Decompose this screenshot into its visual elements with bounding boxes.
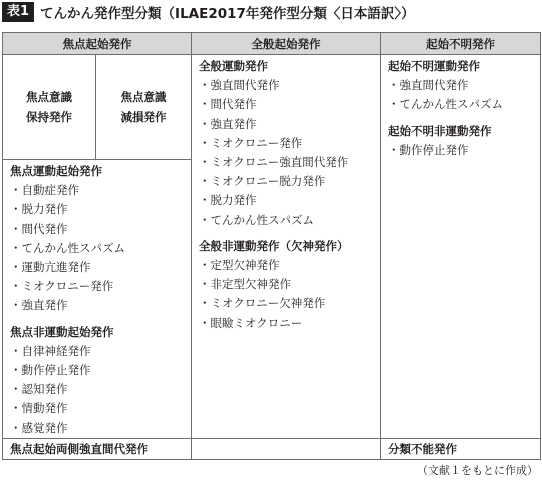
header-focal: 焦点起始発作: [3, 33, 192, 55]
list-item: ・感覚発作: [10, 420, 68, 435]
list-item: ・情動発作: [10, 401, 68, 416]
header-unknown: 起始不明発作: [381, 33, 541, 55]
header-generalized: 全般起始発作: [192, 33, 381, 55]
generalized-nonmotor-head: 全般非運動発作（欠神発作）: [199, 238, 349, 253]
source-note: （文献１をもとに作成）: [417, 464, 538, 477]
unknown-motor-head: 起始不明運動発作: [388, 59, 480, 73]
list-item: ・てんかん性スパズム: [10, 240, 125, 255]
list-item: ・強直発作: [10, 298, 68, 313]
focal-motor-list: [3, 181, 191, 315]
table-number-badge: 表1: [2, 2, 34, 22]
focal-impaired-line2: 減損発作: [120, 110, 167, 124]
focal-impaired-line1: 焦点意識: [120, 90, 167, 104]
list-item: ・てんかん性スパズム: [199, 212, 314, 227]
list-item: ・運動亢進発作: [10, 260, 91, 275]
generalized-motor-list: [192, 76, 380, 230]
list-item: ・ミオクロニー強直間代発作: [199, 155, 349, 170]
list-item: ・強直発作: [199, 116, 257, 131]
seizure-classification-table: [2, 32, 541, 460]
list-item: ・ミオクロニー発作: [10, 279, 114, 294]
focal-impaired-cell: [96, 55, 192, 160]
generalized-motor-head: 全般運動発作: [199, 59, 268, 73]
list-item: ・ミオクロニー発作: [199, 135, 303, 150]
generalized-footer-empty: [192, 438, 381, 459]
list-item: ・ミオクロニー欠神発作: [199, 296, 326, 311]
list-item: ・自律神経発作: [10, 343, 91, 358]
focal-footer: 焦点起始両側強直間代発作: [3, 438, 192, 459]
body-row-top: [3, 55, 541, 160]
unknown-cell: [381, 55, 541, 439]
focal-nonmotor-list: [3, 342, 191, 438]
list-item: ・強直間代発作: [199, 78, 280, 93]
list-item: ・動作停止発作: [388, 142, 469, 157]
focal-aware-line1: 焦点意識: [26, 90, 72, 104]
focal-motor-cell: [3, 160, 192, 439]
header-row: [3, 33, 541, 55]
list-item: ・認知発作: [10, 382, 68, 397]
list-item: ・ミオクロニー脱力発作: [199, 174, 326, 189]
focal-motor-head: 焦点運動起始発作: [10, 164, 102, 178]
table-title-text: てんかん発作型分類（ILAE2017年発作型分類〈日本語訳〉）: [40, 6, 415, 22]
list-item: ・自動症発作: [10, 183, 79, 198]
list-item: ・てんかん性スパズム: [388, 97, 503, 112]
generalized-cell: [192, 55, 381, 439]
table-title: [2, 2, 415, 22]
footer-row: [3, 438, 541, 459]
unknown-nonmotor-list: [381, 141, 540, 160]
list-item: ・定型欠神発作: [199, 258, 280, 273]
unknown-footer: 分類不能発作: [381, 438, 541, 459]
unknown-nonmotor-head: 起始不明非運動発作: [388, 123, 492, 138]
list-item: ・脱力発作: [10, 202, 68, 217]
list-item: ・強直間代発作: [388, 78, 469, 93]
focal-aware-cell: [3, 55, 96, 160]
focal-nonmotor-head: 焦点非運動起始発作: [10, 324, 114, 339]
focal-aware-line2: 保持発作: [26, 110, 72, 124]
list-item: ・間代発作: [199, 97, 257, 112]
list-item: ・眼瞼ミオクロニー: [199, 315, 303, 330]
generalized-nonmotor-list: [192, 256, 380, 333]
list-item: ・脱力発作: [199, 193, 257, 208]
list-item: ・間代発作: [10, 221, 68, 236]
unknown-motor-list: [381, 76, 540, 114]
list-item: ・動作停止発作: [10, 363, 91, 378]
list-item: ・非定型欠神発作: [199, 277, 291, 292]
